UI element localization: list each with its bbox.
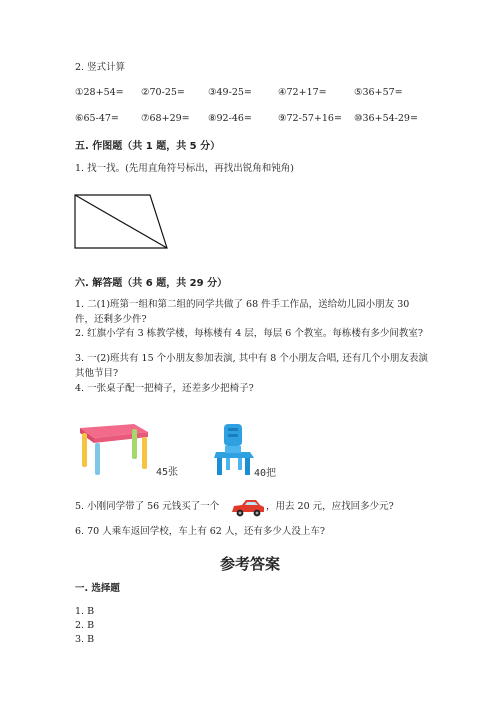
answer-item: 2. B [75, 620, 95, 631]
section-2-title: 2. 竖式计算 [75, 62, 126, 73]
calc-item: ⑥65-47= [75, 113, 119, 124]
chair-leg [245, 458, 250, 475]
calc-item: ③49-25= [208, 87, 252, 98]
calc-item: ④72+17= [278, 87, 327, 98]
calc-item: ②70-25= [141, 87, 185, 98]
chair-leg [238, 458, 242, 470]
chair-leg [217, 458, 222, 475]
chair-illustration [212, 422, 258, 478]
question-text: 1. 二(1)班第一组和第二组的同学共做了 68 件手工作品，送给幼儿园小朋友 30 件，还剩多少件? [75, 299, 410, 325]
table-leg [95, 443, 100, 475]
question-text: 2. 红旗小学有 3 栋教学楼，每栋楼有 4 层，每层 6 个教室。每栋楼有多少间教室? [75, 328, 423, 339]
section-5-heading: 五. 作图题（共 1 题，共 5 分） [75, 141, 221, 152]
table-illustration [74, 418, 154, 478]
question-text-part: 5. 小刚同学带了 56 元钱买了一个 [75, 501, 220, 512]
diagonal-line [75, 195, 167, 248]
question-text: 3. 一(2)班共有 15 个小朋友参加表演, 其中有 8 个小朋友合唱, 还有几个小朋友表演其他节目? [75, 353, 428, 379]
calc-item: ⑧92-46= [208, 113, 252, 124]
question-text-part: ，用去 20 元，应找回多少元? [266, 501, 394, 512]
table-leg [132, 429, 137, 459]
question-text: 6. 70 人乘车返回学校，车上有 62 人，还有多少人没上车? [75, 526, 325, 537]
section-6-heading: 六. 解答题（共 6 题，共 29 分） [75, 278, 228, 289]
question-text: 4. 一张桌子配一把椅子，还差多少把椅子? [75, 383, 254, 394]
calc-item: ⑦68+29= [141, 113, 190, 124]
table-leg [142, 437, 147, 469]
calc-item: ⑩36+54-29= [354, 113, 418, 124]
chair-leg [226, 458, 230, 470]
answers-title: 参考答案 [219, 555, 280, 573]
calc-item: ①28+54= [75, 87, 124, 98]
toy-car-icon [230, 498, 266, 518]
question-text: 1. 找一找。(先用直角符号标出，再找出锐角和钝角) [75, 163, 294, 174]
table-count-label: 45张 [156, 467, 179, 478]
quadrilateral-figure [74, 193, 170, 249]
chair-count-label: 40把 [254, 468, 277, 479]
answer-item: 1. B [75, 606, 95, 617]
answers-heading: 一. 选择题 [75, 583, 120, 594]
table-leg [82, 433, 87, 467]
answer-item: 3. B [75, 634, 95, 645]
calc-item: ⑨72-57+16= [278, 113, 342, 124]
calc-item: ⑤36+57= [354, 87, 403, 98]
